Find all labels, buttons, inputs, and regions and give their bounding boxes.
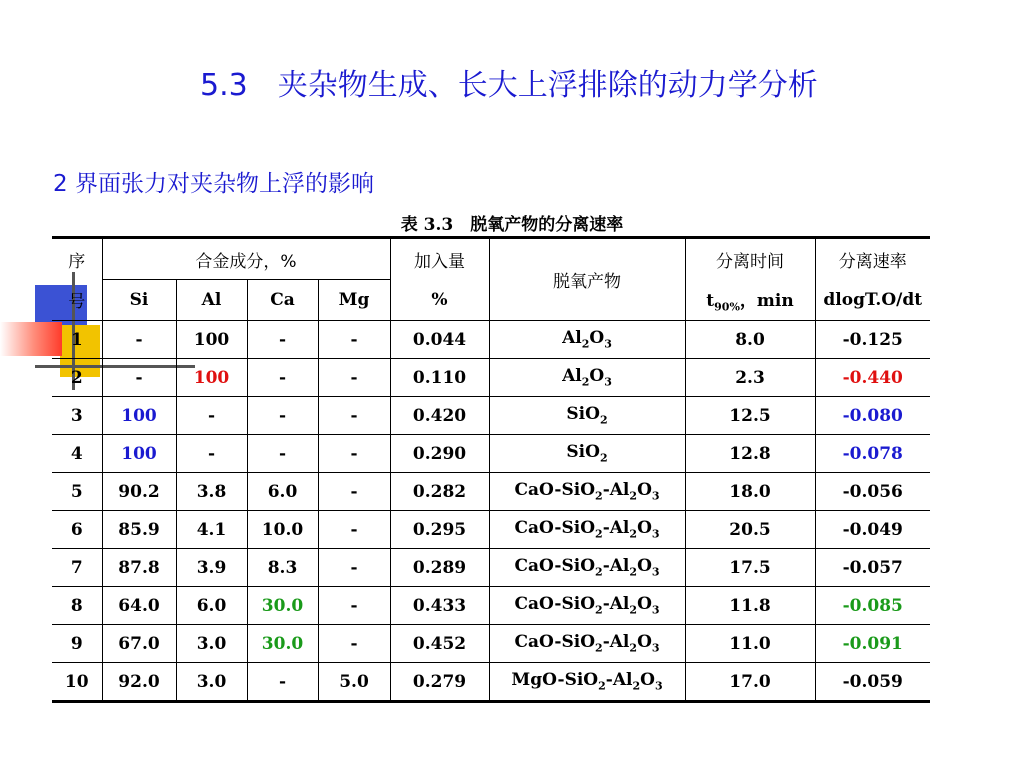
cell-ca: - [247,663,318,702]
cell-no: 7 [52,549,102,587]
cell-mg: - [318,511,390,549]
cell-rate: -0.049 [815,511,930,549]
cell-add: 0.289 [390,549,489,587]
cell-product: $Al_2O_3$ [489,359,685,397]
cell-add: 0.452 [390,625,489,663]
table-row [52,663,930,702]
cell-rate: -0.440 [815,359,930,397]
cell-mg: - [318,587,390,625]
cell-no: 6 [52,511,102,549]
table-row [52,321,930,359]
cell-rate: -0.080 [815,397,930,435]
cell-no: 2 [52,359,102,397]
header-si: Si [102,280,176,321]
slide-title: 5.3 夹杂物生成、长大上浮排除的动力学分析 [200,68,818,103]
cell-al: - [176,397,247,435]
cell-al: 3.8 [176,473,247,511]
cell-time: 18.0 [685,473,815,511]
cell-si: - [102,321,176,359]
cell-si: 87.8 [102,549,176,587]
cell-time: 8.0 [685,321,815,359]
cell-al: 3.0 [176,625,247,663]
cell-product: CaO-$SiO_2-Al_2O_3$ [489,587,685,625]
separation-rate-table [52,236,930,703]
cell-no: 5 [52,473,102,511]
cell-add: 0.290 [390,435,489,473]
cell-al: - [176,435,247,473]
header-addition-top: 加入量 [390,238,489,280]
cell-ca: - [247,397,318,435]
cell-time: 11.0 [685,625,815,663]
cell-mg: - [318,549,390,587]
cell-time: 11.8 [685,587,815,625]
cell-add: 0.433 [390,587,489,625]
cell-add: 0.044 [390,321,489,359]
table-caption: 表 3.3 脱氧产物的分离速率 [400,215,624,235]
cell-ca: 10.0 [247,511,318,549]
table-row [52,549,930,587]
cell-rate: -0.057 [815,549,930,587]
table-row [52,397,930,435]
section-subtitle: 2 界面张力对夹杂物上浮的影响 [53,171,374,197]
cell-mg: - [318,435,390,473]
header-rate-bottom: dlogT.O/dt [815,280,930,321]
cell-si: 90.2 [102,473,176,511]
cell-no: 10 [52,663,102,702]
cell-time: 12.5 [685,397,815,435]
cell-product: CaO-$SiO_2-Al_2O_3$ [489,473,685,511]
cell-mg: - [318,625,390,663]
cell-product: CaO-$SiO_2-Al_2O_3$ [489,625,685,663]
cell-ca: 30.0 [247,625,318,663]
cell-si: 92.0 [102,663,176,702]
cell-time: 12.8 [685,435,815,473]
cell-mg: 5.0 [318,663,390,702]
header-addition-bottom: % [390,280,489,321]
header-seq-bottom: 号 [52,280,102,321]
cell-time: 2.3 [685,359,815,397]
table-row [52,359,930,397]
cell-al: 6.0 [176,587,247,625]
header-ca: Ca [247,280,318,321]
header-alloy: 合金成分，% [102,238,390,280]
cell-mg: - [318,473,390,511]
cell-no: 8 [52,587,102,625]
cell-al: 3.9 [176,549,247,587]
cell-si: 100 [102,397,176,435]
table-row [52,435,930,473]
cell-no: 9 [52,625,102,663]
cell-ca: - [247,321,318,359]
cell-rate: -0.078 [815,435,930,473]
cell-al: 3.0 [176,663,247,702]
cell-mg: - [318,397,390,435]
cell-product: SiO$_2$ [489,397,685,435]
cell-rate: -0.091 [815,625,930,663]
header-mg: Mg [318,280,390,321]
table-row [52,511,930,549]
cell-add: 0.295 [390,511,489,549]
cell-al: 100 [176,359,247,397]
cell-product: $Al_2O_3$ [489,321,685,359]
cell-al: 4.1 [176,511,247,549]
cell-no: 3 [52,397,102,435]
cell-si: 67.0 [102,625,176,663]
cell-no: 4 [52,435,102,473]
table-row [52,625,930,663]
cell-rate: -0.056 [815,473,930,511]
cell-si: 100 [102,435,176,473]
cell-ca: 30.0 [247,587,318,625]
cell-product: MgO-$SiO_2-Al_2O_3$ [489,663,685,702]
cell-ca: 6.0 [247,473,318,511]
cell-si: 85.9 [102,511,176,549]
cell-rate: -0.059 [815,663,930,702]
cell-product: CaO-$SiO_2-Al_2O_3$ [489,511,685,549]
cell-product: SiO$_2$ [489,435,685,473]
cell-ca: 8.3 [247,549,318,587]
header-seq-top: 序 [52,238,102,280]
cell-time: 17.5 [685,549,815,587]
header-rate-top: 分离速率 [815,238,930,280]
cell-rate: -0.125 [815,321,930,359]
cell-si: - [102,359,176,397]
header-product: 脱氧产物 [489,238,685,321]
cell-ca: - [247,359,318,397]
header-al: Al [176,280,247,321]
table-row [52,587,930,625]
cell-al: 100 [176,321,247,359]
cell-time: 20.5 [685,511,815,549]
header-time-bottom: $t_{90\%}$，min [685,280,815,321]
table-row [52,473,930,511]
cell-rate: -0.085 [815,587,930,625]
header-time-top: 分离时间 [685,238,815,280]
cell-si: 64.0 [102,587,176,625]
cell-add: 0.279 [390,663,489,702]
cell-product: CaO-$SiO_2-Al_2O_3$ [489,549,685,587]
cell-add: 0.420 [390,397,489,435]
cell-mg: - [318,359,390,397]
cell-ca: - [247,435,318,473]
cell-time: 17.0 [685,663,815,702]
cell-add: 0.110 [390,359,489,397]
cell-no: 1 [52,321,102,359]
cell-mg: - [318,321,390,359]
cell-add: 0.282 [390,473,489,511]
